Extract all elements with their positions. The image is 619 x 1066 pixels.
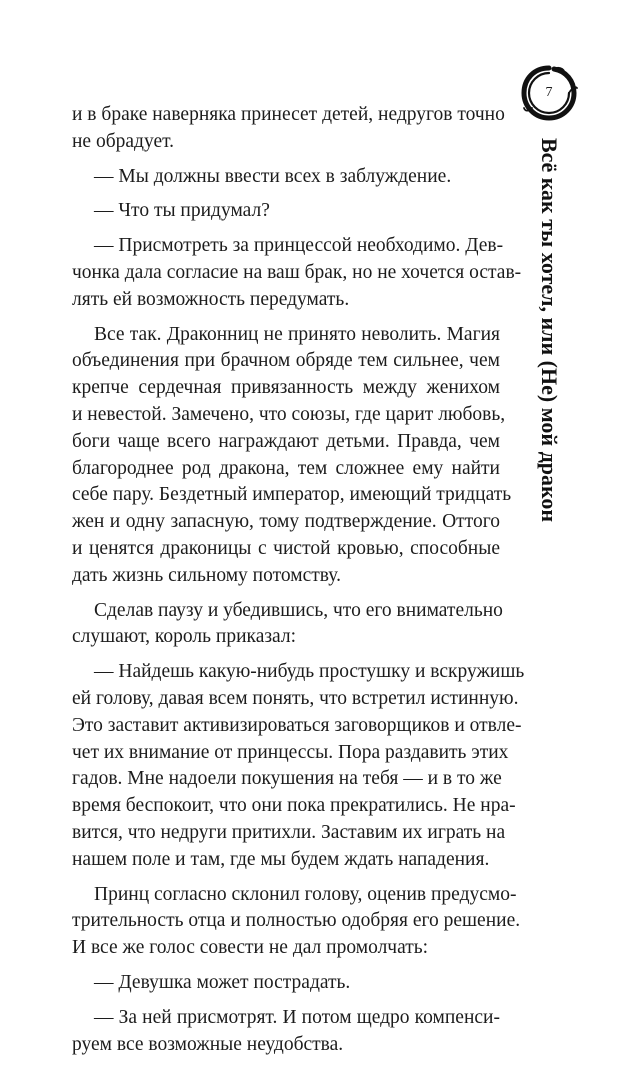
paragraph xyxy=(72,1005,500,1059)
text-line: руем все возможные неудобства. xyxy=(72,1033,344,1055)
text-line: Все так. Драконниц не принято неволить. Магия xyxy=(94,323,500,345)
page-number: 7 xyxy=(545,85,553,100)
paragraph xyxy=(72,970,500,997)
text-line: и ценятся драконицы с чистой кровью, способные xyxy=(72,537,500,559)
text-line: вится, что недруги притихли. Заставим их играть на xyxy=(72,821,506,843)
text-line: себе пару. Бездетный император, имеющий тридцать xyxy=(72,484,512,506)
paragraph xyxy=(72,598,503,652)
text-line: дать жизнь сильному потомству. xyxy=(72,564,341,586)
text-line: не обрадует. xyxy=(72,130,175,152)
text-line: жен и одну запасную, тому подтверждение. Оттого xyxy=(72,511,500,533)
text-line: крепче сердечная привязанность между женихом xyxy=(72,377,500,399)
text-line: — Что ты придумал? xyxy=(94,200,270,222)
text-line: благороднее род дракона, тем сложнее ему найти xyxy=(72,457,500,479)
text-line: чонка дала согласие на ваш брак, но не хочется остав- xyxy=(72,261,522,283)
text-line: Принц согласно склонил голову, оценив предусмо- xyxy=(94,883,517,905)
text-line: Сделав паузу и убедившись, что его внимательно xyxy=(94,599,503,621)
text-line: — За ней присмотрят. И потом щедро компенси- xyxy=(94,1006,500,1028)
text-line: объединения при брачном обряде тем сильнее, чем xyxy=(72,350,500,372)
paragraph xyxy=(72,102,505,156)
text-line: гадов. Мне надоели покушения на тебя — и в то же xyxy=(72,768,502,790)
body-text xyxy=(72,102,525,1066)
paragraph xyxy=(72,198,500,225)
text-line: лять ей возможность передумать. xyxy=(72,288,350,310)
text-line: слушают, король приказал: xyxy=(72,626,297,648)
text-line: боги чаще всего награждают детьми. Правда, чем xyxy=(72,430,500,452)
text-line: время беспокоит, что они пока прекратились. Не нра- xyxy=(72,795,516,817)
paragraph xyxy=(72,659,525,873)
paragraph xyxy=(72,164,500,191)
text-line: Это заставит активизироваться заговорщиков и отвле- xyxy=(72,714,522,736)
text-line: ей голову, давая всем понять, что встретил истинную. xyxy=(72,687,519,709)
paragraph xyxy=(72,882,521,962)
text-line: И все же голос совести не дал промолчать: xyxy=(72,937,429,959)
text-line: — Найдешь какую-нибудь простушку и вскружишь xyxy=(94,661,525,683)
text-line: трительность отца и полностью одобряя его решение. xyxy=(72,910,521,932)
paragraph xyxy=(72,233,522,313)
text-line: и невестой. Замечено, что союзы, где царит любовь, xyxy=(72,403,506,425)
page-number-badge xyxy=(520,64,578,122)
text-line: — Девушка может пострадать. xyxy=(94,971,351,993)
text-line: — Присмотреть за принцессой необходимо. Дев- xyxy=(94,235,504,257)
text-line: — Мы должны ввести всех в заблуждение. xyxy=(94,165,452,187)
paragraph xyxy=(72,322,512,590)
text-line: нашем поле и там, где мы будем ждать нападения. xyxy=(72,848,490,870)
text-line: и в браке наверняка принесет детей, недругов точно xyxy=(72,104,505,125)
running-title: Всё как ты хотел, или (Не) мой дракон xyxy=(537,138,562,523)
text-line: чет их внимание от принцессы. Пора раздавить этих xyxy=(72,741,509,763)
